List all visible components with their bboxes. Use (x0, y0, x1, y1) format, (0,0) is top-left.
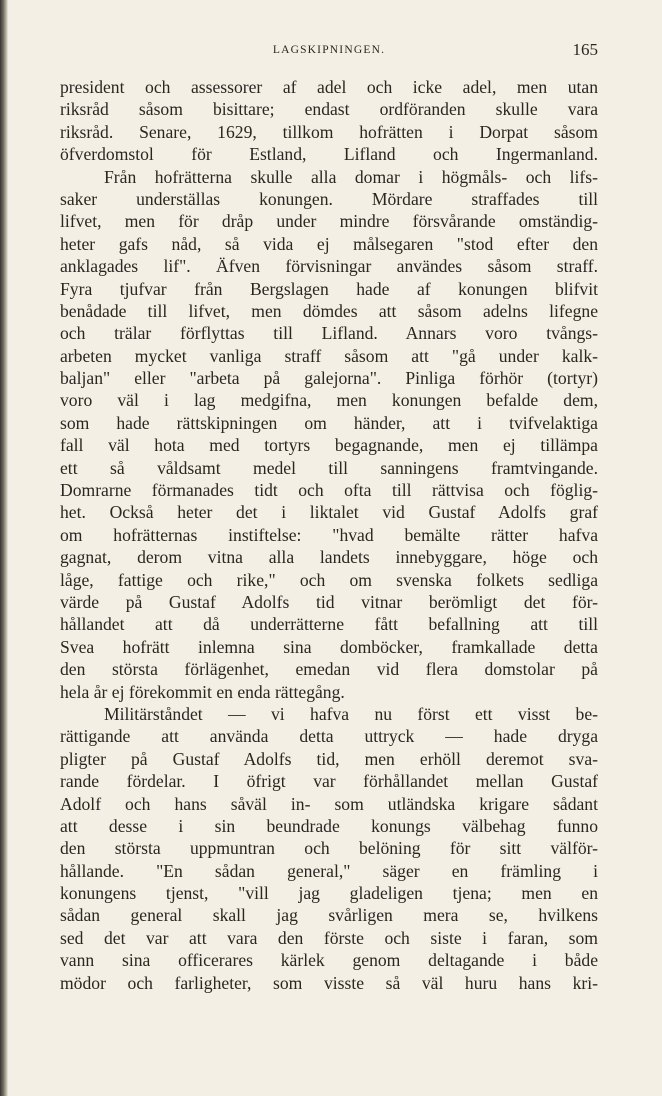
text-line: rande fördelar. I öfrigt var förhållandet mellan Gustaf (60, 771, 598, 792)
text-line: heter gafs nåd, så vida ej målsegaren "stod efter den (60, 233, 598, 254)
text-line: pligter på Gustaf Adolfs tid, men erhöll deremot sva- (60, 748, 598, 769)
text-line: Från hofrätterna skulle alla domar i högmåls- och lifs- (104, 166, 598, 187)
text-line: den största förlägenhet, emedan vid flera domstolar på (60, 659, 598, 680)
text-line: benådade till lifvet, men dömdes att såsom adelns lifegne (60, 300, 598, 321)
text-line: lifvet, men för dråp under mindre försvårande omständig- (60, 211, 598, 232)
text-line: öfverdomstol för Estland, Lifland och Ingermanland. (60, 144, 598, 165)
text-line: Svea hofrätt inlemna sina domböcker, framkallade detta (60, 636, 598, 657)
text-line: sed det var att vara den förste och siste i faran, som (60, 927, 598, 948)
text-line: anklagades lif". Äfven förvisningar användes såsom straff. (60, 256, 598, 277)
text-line: den största uppmuntran och belöning för sitt välför- (60, 838, 598, 859)
text-line: riksråd. Senare, 1629, tillkom hofrätten i Dorpat såsom (60, 121, 598, 142)
text-line: Adolf och hans såväl in- som utländska krigare sådant (60, 793, 598, 814)
text-line: het. Också heter det i liktalet vid Gustaf Adolfs graf (60, 502, 598, 523)
text-line: riksråd såsom bisittare; endast ordföranden skulle vara (60, 99, 598, 120)
text-line: som hade rättskipningen om händer, att i tvifvelaktiga (60, 412, 598, 433)
text-line: arbeten mycket vanliga straff såsom att "gå under kalk- (60, 345, 598, 366)
book-gutter-edge (0, 0, 8, 1096)
text-line: hållande. "En sådan general," säger en främling i (60, 860, 598, 881)
text-line: värde på Gustaf Adolfs tid vitnar berömligt det för- (60, 591, 598, 612)
text-line: om hofrätternas instiftelse: "hvad bemälte rätter hafva (60, 524, 598, 545)
text-line: saker underställas konungen. Mördare straffades till (60, 188, 598, 209)
text-line: mödor och farligheter, som visste så väl huru hans kri- (60, 972, 598, 993)
text-line: konungens tjenst, "vill jag gladeligen tjena; men en (60, 883, 598, 904)
text-line: låge, fattige och rike," och om svenska folkets sedliga (60, 569, 598, 590)
text-line: gagnat, derom vitna alla landets innebyggare, höge och (60, 547, 598, 568)
body-text (60, 76, 598, 994)
text-line: sådan general skall jag svårligen mera se, hvilkens (60, 905, 598, 926)
text-line: fall väl hota med tortyrs begagnande, men ej tillämpa (60, 435, 598, 456)
text-line: vann sina officerares kärlek genom deltagande i både (60, 950, 598, 971)
text-line: hela år ej förekommit en enda rättegång. (60, 681, 345, 702)
text-line: att desse i sin beundrade konungs välbehag funno (60, 815, 598, 836)
page-header (60, 40, 598, 64)
text-line: Militärståndet — vi hafva nu först ett visst be- (104, 703, 598, 724)
running-head: LAGSKIPNINGEN. (272, 44, 386, 56)
text-line: voro väl i lag medgifna, men konungen befalde dem, (60, 390, 598, 411)
text-line: hållandet att då underrätterne fått befallning att till (60, 614, 598, 635)
text-line: ett så våldsamt medel till sanningens framtvingande. (60, 457, 598, 478)
text-line: baljan" eller "arbeta på galejorna". Pinliga förhör (tortyr) (60, 368, 598, 389)
text-line: Fyra tjufvar från Bergslagen hade af konungen blifvit (60, 278, 598, 299)
text-line: rättigande att använda detta uttryck — hade dryga (60, 726, 598, 747)
page-number: 165 (572, 40, 598, 59)
text-line: Domrarne förmanades tidt och ofta till rättvisa och föglig- (60, 480, 598, 501)
text-line: och trälar förflyttas till Lifland. Annars voro tvångs- (60, 323, 598, 344)
text-line: president och assessorer af adel och icke adel, men utan (60, 77, 598, 97)
